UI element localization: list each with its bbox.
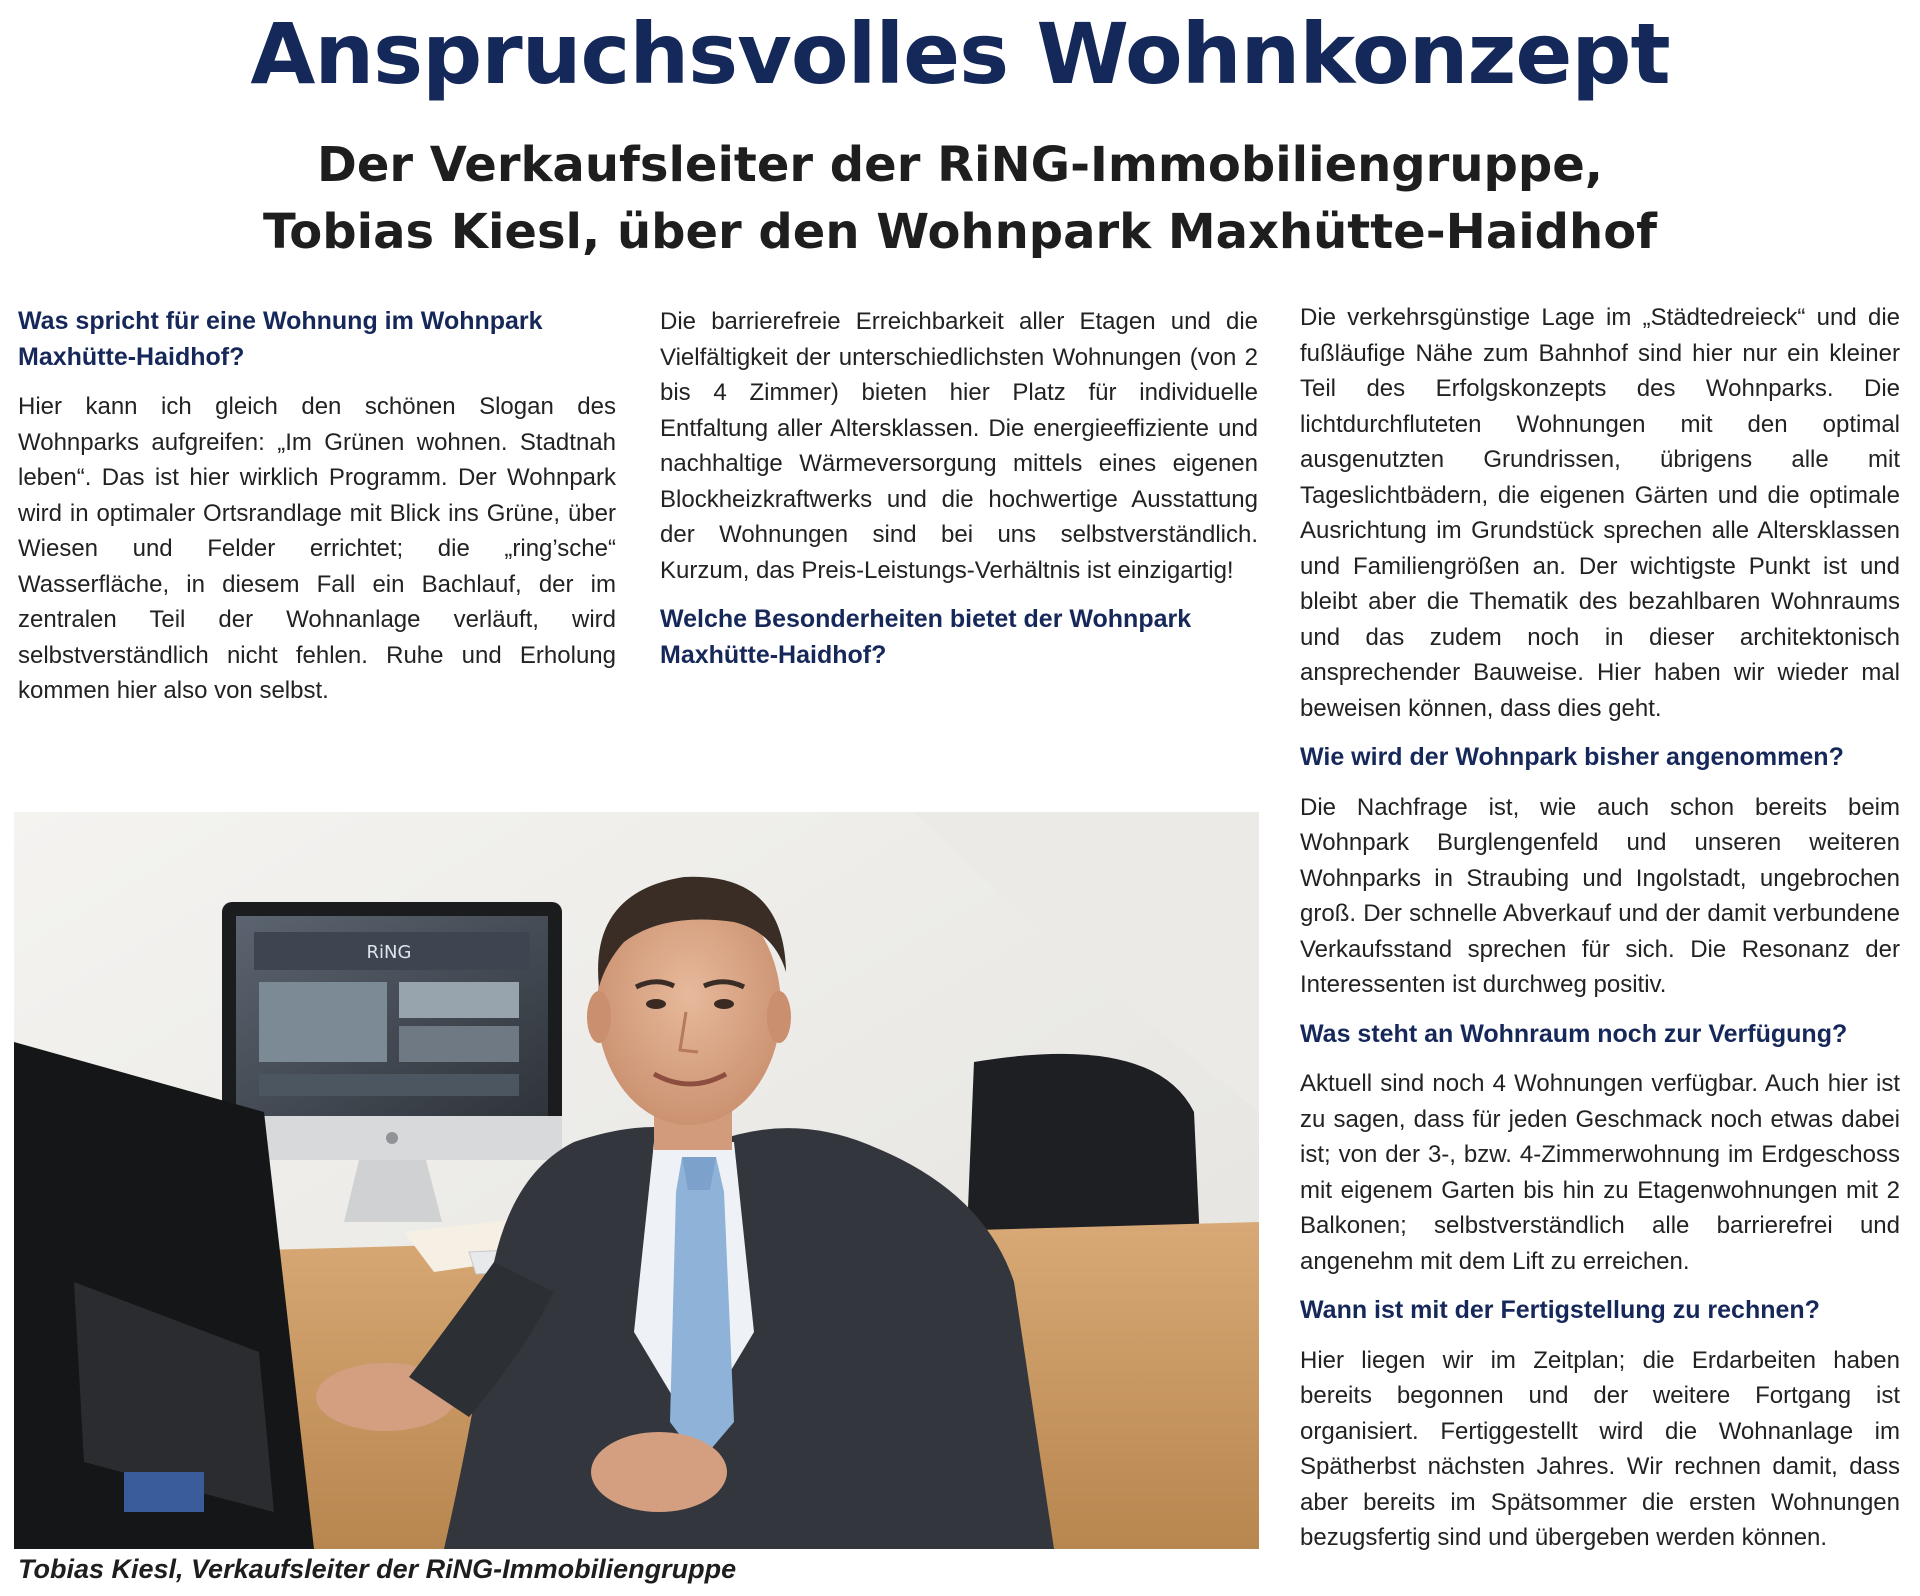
question-heading: Was spricht für eine Wohnung im Wohnpark Maxhütte-Haidhof? [18,307,543,371]
article-title: Anspruchsvolles Wohnkonzept [250,5,1670,103]
answer-paragraph: Aktuell sind noch 4 Wohnungen verfügbar. Auch hier ist zu sagen, dass für jeden Geschmack noch etwas dabei ist; von der 3-, bzw. 4-Zimmerwohnung im Erdgeschoss mit eigenem Garten bis hin zu Etagenwohnungen mit 2 Balkonen; selbstverständlich alle barrierefrei und angenehm mit dem Lift zu erreichen. [1300,1070,1900,1275]
subtitle-line-2: Tobias Kiesl, über den Wohnpark Maxhütte-Haidhof [262,204,1658,260]
answer-paragraph: Die barrierefreie Erreichbarkeit aller Etagen und die Vielfältigkeit der unterschiedlichsten Wohnungen (von 2 bis 4 Zimmer) bieten hier Platz für individuelle Entfaltung aller Altersklassen. Die energieeffiziente und nachhaltige Wärmeversorgung mittels eines eigenen Blockheizkraftwerks und die hochwertige Ausstattung der Wohnungen sind bei uns selbstverständlich. Kurzum, das Preis-Leistungs-Verhältnis ist einzigartig! [660,308,1258,584]
answer-paragraph: Hier kann ich gleich den schönen Slogan des Wohnparks aufgreifen: „Im Grünen wohnen. Stadtnah leben“. Das ist hier wirklich Programm. Der Wohnpark wird in optimaler Ortsrandlage mit Blick ins Grüne, über Wiesen und Felder errichtet; die „ring’sche“ Wasserfläche, in diesem Fall ein Bachlauf, der im zentralen Teil der Wohnanlage verläuft, wird selbstverständlich nicht fehlen. Ruhe und Erholung kommen hier also von selbst. [18,393,616,704]
article-subtitle [0,132,1920,266]
column-2 [660,304,1258,687]
question-heading: Wie wird der Wohnpark bisher angenommen? [1300,743,1844,771]
portrait-photo [14,812,1259,1549]
answer-paragraph: Hier liegen wir im Zeitplan; die Erdarbeiten haben bereits begonnen und der weitere Fortgang ist organisiert. Fertiggestellt wird die Wohnanlage im Spätherbst nächsten Jahres. Wir rechnen damit, dass aber bereits im Spätsommer die ersten Wohnungen bezugsfertig sind und übergeben werden können. [1300,1346,1900,1551]
subtitle-line-1: Der Verkaufsleiter der RiNG-Immobiliengruppe, [316,137,1604,193]
column-3 [1300,300,1900,1570]
answer-paragraph: Die Nachfrage ist, wie auch schon bereits beim Wohnpark Burglengenfeld und unseren weiteren Wohnparks in Straubing und Ingolstadt, ungebrochen groß. Der schnelle Abverkauf und der damit verbundene Verkaufsstand sprechen für sich. Die Resonanz der Interessenten ist durchweg positiv. [1300,793,1900,998]
column-1 [18,304,616,723]
question-heading: Wann ist mit der Fertigstellung zu rechnen? [1300,1296,1820,1324]
question-heading: Was steht an Wohnraum noch zur Verfügung? [1300,1019,1848,1048]
photo-caption: Tobias Kiesl, Verkaufsleiter der RiNG-Immobiliengruppe [18,1554,737,1584]
answer-paragraph: Die verkehrsgünstige Lage im „Städtedreieck“ und die fußläufige Nähe zum Bahnhof sind hier nur ein kleiner Teil des Erfolgskonzepts des Wohnparks. Die lichtdurchfluteten Wohnungen mit den optimal ausgenutzten Grundrissen, übrigens alle mit Tageslichtbädern, die eigenen Gärten und die optimale Ausrichtung im Grundstück sprechen alle Altersklassen und Familiengrößen an. Der wichtigste Punkt ist und bleibt aber die Thematik des bezahlbaren Wohnraums und das zudem noch in dieser architektonisch ansprechender Bauweise. Hier haben wir wieder mal beweisen können, dass dies geht. [1300,304,1900,722]
question-heading: Welche Besonderheiten bietet der Wohnpark Maxhütte-Haidhof? [660,605,1192,669]
monitor-logo: RiNG [366,942,412,963]
